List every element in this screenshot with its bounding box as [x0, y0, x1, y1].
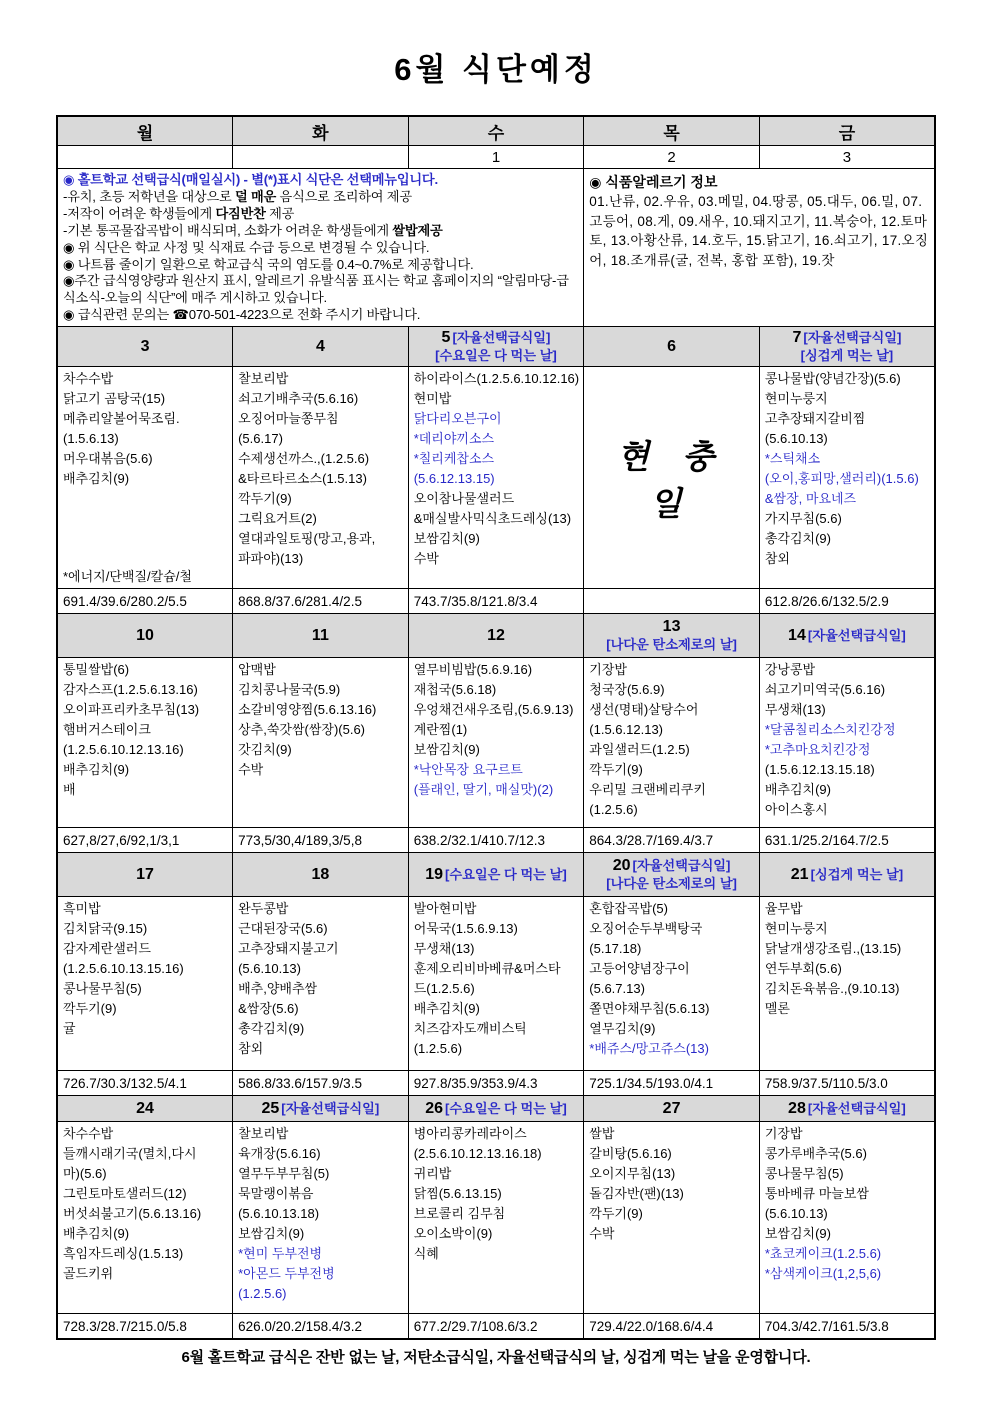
nutrition-cell-25: 626.0/20.2/158.4/3.2	[233, 1314, 409, 1340]
menu-item: 아이스홍시	[764, 802, 828, 818]
date-number-11: 11	[311, 626, 329, 644]
menu-cell-26	[408, 1122, 584, 1314]
menu-item: 어묵국(1.5.6.9.13)	[413, 921, 518, 937]
menu-item: 강낭콩밥	[764, 662, 816, 678]
first-week-date-row	[57, 146, 935, 169]
menu-item: 콩가루배추국(5.6)	[764, 1146, 867, 1162]
nutrition-cell-27: 729.4/22.0/168.6/4.4	[584, 1314, 760, 1340]
menu-item: 식혜	[413, 1246, 439, 1262]
notice-line-2: -저작이 어려운 학생들에게 다짐반찬 제공	[63, 205, 295, 221]
menu-item: 깍두기(9)	[589, 762, 643, 778]
menu-calendar-body	[57, 116, 935, 1339]
menu-item: 김치닭국(9.15)	[63, 921, 148, 937]
menu-item: 고추장돼지갈비찜	[764, 411, 866, 427]
date-label: [수요일은 다 먹는 날]	[445, 866, 567, 882]
nutrition-cell-12: 638.2/32.1/410.7/12.3	[408, 828, 584, 853]
menu-item: 오이파프리카초무침(13)	[63, 702, 200, 718]
menu-item: &매실발사믹식초드레싱(13)	[413, 511, 572, 527]
date-number-17: 17	[136, 865, 154, 883]
nutrition-cell-11: 773,5/30,4/189,3/5,8	[233, 828, 409, 853]
menu-item: 육개장(5.6.16)	[238, 1146, 321, 1162]
date-cell-2: 2	[584, 146, 760, 169]
day-header-cell-2: 수	[408, 116, 584, 146]
menu-item: 무생채(13)	[413, 941, 475, 957]
nutrition-cell-19: 927.8/35.9/353.9/4.3	[408, 1071, 584, 1096]
nutrition-cell-5: 743.7/35.8/121.8/3.4	[408, 589, 584, 614]
menu-item: 통밀쌀밥(6)	[63, 662, 130, 678]
menu-cell-24	[57, 1122, 233, 1314]
menu-item: 계란찜(1)	[413, 722, 468, 738]
menu-item: 그릭요거트(2)	[238, 511, 317, 527]
notice-line-5: ◉ 나트륨 줄이기 일환으로 학교급식 국의 염도를 0.4~0.7%로 제공합니다.	[63, 256, 474, 272]
menu-item: 갈비탕(5.6.16)	[589, 1146, 672, 1162]
menu-item: &타르타르소스(1.5.13)	[238, 471, 367, 487]
nutrition-cell-17: 726.7/30.3/132.5/4.1	[57, 1071, 233, 1096]
date-label: [자율선택급식일]	[632, 858, 731, 874]
nutrition-cell-3: 691.4/39.6/280.2/5.5	[57, 589, 233, 614]
menu-item: 쇠고기미역국(5.6.16)	[764, 682, 886, 698]
menu-item: 찰보리밥	[238, 371, 289, 387]
menu-item: 김치콩나물국(5.9)	[238, 682, 341, 698]
date-number-19: 19	[425, 865, 444, 883]
date-label: [자율선택급식일]	[807, 1100, 906, 1116]
date-number-10: 10	[136, 626, 154, 644]
menu-item: 깍두기(9)	[63, 1001, 117, 1017]
menu-item: 오이참나물샐러드	[413, 491, 515, 507]
date-number-24: 24	[136, 1099, 154, 1117]
week-date-cell-19	[408, 853, 584, 897]
date-number-27: 27	[662, 1099, 681, 1117]
menu-item: *아몬드 두부전병	[238, 1266, 335, 1282]
menu-cell-18	[233, 897, 409, 1071]
menu-item: 생선(명태)살탕수어	[589, 702, 699, 718]
notice-line-7: ◉ 급식관련 문의는 ☎070-501-4223으로 전화 주시기 바랍니다.	[63, 307, 421, 323]
menu-item: *스틱채소	[764, 451, 821, 467]
date-number-14: 14	[788, 626, 806, 644]
nutrition-cell-6	[584, 589, 760, 614]
date-number-26: 26	[425, 1099, 444, 1117]
menu-cell-7	[759, 367, 935, 589]
week-date-cell-27	[584, 1096, 760, 1122]
week-date-cell-12	[408, 614, 584, 658]
day-header-cell-0: 월	[57, 116, 233, 146]
menu-item: 상추,쑥갓쌈(쌈장)(5.6)	[238, 722, 365, 738]
day-header-cell-1: 화	[233, 116, 409, 146]
date-cell-1: 1	[408, 146, 584, 169]
allergy-info-body: 01.난류, 02.우유, 03.메밀, 04.땅콩, 05.대두, 06.밀, 07.고등어, 08.게, 09.새우, 10.돼지고기, 11.복숭아, 12.토마토, 13.아황산류, 14.호두, 15.닭고기, 16.쇠고기, 17.오징어, 18.조개류(굴, 전복, 홍합 포함), 19.잣	[589, 194, 929, 268]
menu-item: 골드키위	[63, 1266, 114, 1282]
menu-item: 닭찜(5.6.13.15)	[413, 1186, 502, 1202]
menu-item: (1.2.5.6.10.13.15.16)	[63, 961, 184, 977]
week-2-date-row	[57, 614, 935, 658]
menu-item: 갓김치(9)	[238, 742, 292, 758]
holiday-cell-6: 현 충 일	[584, 367, 760, 589]
date-label-2: [싱겁게 먹는 날]	[800, 348, 894, 364]
week-date-cell-28	[759, 1096, 935, 1122]
date-number-20: 20	[612, 857, 631, 875]
week-date-cell-25	[233, 1096, 409, 1122]
week-1-nutrition-row	[57, 589, 935, 614]
week-date-cell-24	[57, 1096, 233, 1122]
info-row	[57, 169, 935, 327]
menu-cell-11	[233, 658, 409, 828]
menu-item: 귀리밥	[413, 1166, 452, 1182]
menu-item: 닭날개생강조림.,(13.15)	[764, 941, 902, 957]
menu-item: 오이지무침(13)	[589, 1166, 676, 1182]
week-date-cell-21	[759, 853, 935, 897]
menu-item: 압맥밥	[238, 662, 276, 678]
menu-item: 닭다리오븐구이	[413, 411, 502, 427]
menu-item: 버섯쇠불고기(5.6.13.16)	[63, 1206, 202, 1222]
menu-cell-19	[408, 897, 584, 1071]
menu-item: (1.2.5.6.10.12.13.16)	[63, 742, 184, 758]
notice-line-4: ◉ 위 식단은 학교 사정 및 식재료 수급 등으로 변경될 수 있습니다.	[63, 239, 430, 255]
date-number-5: 5	[441, 329, 451, 347]
day-header-cell-3: 목	[584, 116, 760, 146]
menu-item: (1.5.6.12.13)	[589, 722, 663, 738]
menu-item: *데리야끼소스	[413, 431, 495, 447]
nutrition-cell-28: 704.3/42.7/161.5/3.8	[759, 1314, 935, 1340]
menu-item: 보쌈김치(9)	[413, 531, 480, 547]
week-date-cell-10	[57, 614, 233, 658]
week-date-cell-11	[233, 614, 409, 658]
date-label-2: [수요일은 다 먹는 날]	[435, 348, 557, 364]
week-date-cell-13	[584, 614, 760, 658]
week-4-nutrition-row	[57, 1314, 935, 1340]
menu-item: 참외	[238, 1041, 264, 1057]
notice-line-3: -기본 통곡물잡곡밥이 배식되며, 소화가 어려운 학생들에게 쌀밥제공	[63, 222, 443, 238]
menu-item: 드(1.2.5.6)	[413, 981, 475, 997]
menu-item: 파파야)(13)	[238, 551, 304, 567]
date-label: [싱겁게 먹는 날]	[810, 866, 904, 882]
menu-item: 현미밥	[413, 391, 452, 407]
menu-item: 배추,양배추쌈	[238, 981, 318, 997]
menu-item: 멜론	[764, 1001, 790, 1017]
menu-item: 차수수밥	[63, 1126, 114, 1142]
menu-item: 열무김치(9)	[589, 1021, 656, 1037]
week-date-cell-6	[584, 327, 760, 367]
nutrient-legend-note: *에너지/단백질/칼슘/철	[63, 569, 192, 585]
date-label: [나다운 탄소제로의 날]	[606, 637, 737, 653]
menu-calendar-table	[56, 115, 936, 1340]
menu-item: 들깨시래기국(멸치,다시	[63, 1146, 197, 1162]
menu-item: 기장밥	[764, 1126, 803, 1142]
date-cell-3: 3	[759, 146, 935, 169]
menu-item: 병아리콩카레라이스	[413, 1126, 527, 1142]
week-3-nutrition-row	[57, 1071, 935, 1096]
menu-item: 감자계란샐러드	[63, 941, 151, 957]
nutrition-cell-10: 627,8/27,6/92,1/3,1	[57, 828, 233, 853]
menu-item: (5.6.10.13)	[764, 1206, 828, 1222]
date-number-12: 12	[487, 626, 505, 644]
date-number-21: 21	[790, 865, 809, 883]
nutrition-cell-24: 728.3/28.7/215.0/5.8	[57, 1314, 233, 1340]
menu-item: 수제생선까스.,(1.2.5.6)	[238, 451, 370, 467]
week-2-menu-row	[57, 658, 935, 828]
menu-item: 찰보리밥	[238, 1126, 289, 1142]
date-label: [자율선택급식일]	[803, 330, 902, 346]
menu-item: 메츄리알볼어묵조림.	[63, 411, 180, 427]
menu-cell-3	[57, 367, 233, 589]
menu-item: 율무밥	[764, 901, 803, 917]
date-number-4: 4	[315, 337, 325, 355]
week-1-date-row	[57, 327, 935, 367]
menu-item: 콩나물밥(양념간장)(5.6)	[764, 371, 901, 387]
date-cell-empty-0	[57, 146, 233, 169]
menu-item: 열무두부무침(5)	[238, 1166, 330, 1182]
notice-box	[57, 169, 584, 327]
menu-item: (1.5.6.12.13.15.18)	[764, 762, 875, 778]
menu-item: 배추김치(9)	[63, 1226, 130, 1242]
day-header-cell-4: 금	[759, 116, 935, 146]
day-header-row	[57, 116, 935, 146]
menu-item: 흑미밥	[63, 901, 101, 917]
menu-item: *칠리케찹소스	[413, 451, 495, 467]
menu-item: 머우대볶음(5.6)	[63, 451, 153, 467]
notice-line-0: ◉ 홀트학교 선택급식(매일실시) - 별(*)표시 식단은 선택메뉴입니다.	[63, 172, 438, 187]
menu-item: 혼합잡곡밥(5)	[589, 901, 668, 917]
date-number-6: 6	[667, 337, 677, 355]
week-date-cell-14	[759, 614, 935, 658]
footer-note: 6월 홀트학교 급식은 잔반 없는 날, 저탄소급식일, 자율선택급식의 날, 싱겁게 먹는 날을 운영합니다.	[181, 1349, 811, 1367]
menu-item: &쌈장(5.6)	[238, 1001, 299, 1017]
nutrition-cell-4: 868.8/37.6/281.4/2.5	[233, 589, 409, 614]
menu-item: (플래인, 딸기, 매실맛)(2)	[413, 782, 554, 798]
allergy-info-title: ◉ 식품알레르기 정보	[589, 174, 718, 190]
menu-item: 흑임자드레싱(1.5.13)	[63, 1246, 184, 1262]
menu-item: 수박	[589, 1226, 615, 1242]
week-date-cell-18	[233, 853, 409, 897]
menu-item: (5.6.10.13)	[238, 961, 301, 977]
week-date-cell-20	[584, 853, 760, 897]
menu-item: 현미누룽지	[764, 921, 828, 937]
nutrition-cell-7: 612.8/26.6/132.5/2.9	[759, 589, 935, 614]
menu-item: 배추김치(9)	[63, 471, 130, 487]
menu-item: *달콤칠리소스치킨강정	[764, 722, 896, 738]
allergy-box	[584, 169, 935, 327]
menu-item: 열무비빔밥(5.6.9.16)	[413, 662, 533, 678]
menu-item: 오징어순두부백탕국	[589, 921, 703, 937]
week-1-menu-row	[57, 367, 935, 589]
date-number-13: 13	[662, 618, 681, 636]
week-date-cell-7	[759, 327, 935, 367]
menu-item: 재첩국(5.6.18)	[413, 682, 497, 698]
menu-item: 배추김치(9)	[764, 782, 831, 798]
menu-item: *고추마요치킨강정	[764, 742, 871, 758]
menu-item: *낙안목장 요구르트	[413, 762, 523, 778]
notice-line-1: -유치, 초등 저학년을 대상으로 덜 매운 음식으로 조리하여 제공	[63, 188, 412, 204]
date-label: [수요일은 다 먹는 날]	[445, 1100, 567, 1116]
menu-item: (1.2.5.6)	[413, 1041, 463, 1057]
menu-item: *현미 두부전병	[238, 1246, 323, 1262]
date-label: [자율선택급식일]	[281, 1100, 380, 1116]
menu-item: 쫄면야채무침(5.6.13)	[589, 1001, 710, 1017]
menu-item: (5.6.12.13.15)	[413, 471, 495, 487]
menu-item: 보쌈김치(9)	[413, 742, 480, 758]
week-4-date-row	[57, 1096, 935, 1122]
menu-item: 무생채(13)	[764, 702, 826, 718]
menu-item: 완두콩밥	[238, 901, 289, 917]
menu-item: *배쥬스/망고쥬스(13)	[589, 1041, 709, 1057]
menu-item: 소갈비영양찜(5.6.13.16)	[238, 702, 377, 718]
menu-item: 발아현미밥	[413, 901, 477, 917]
menu-item: (1.2.5.6)	[589, 802, 638, 818]
date-number-28: 28	[788, 1099, 806, 1117]
menu-item: 차수수밥	[63, 371, 114, 387]
menu-item: (1.2.5.6)	[238, 1286, 287, 1302]
menu-item: 콩나물무침(5)	[764, 1166, 844, 1182]
week-3-date-row	[57, 853, 935, 897]
menu-item: 배추김치(9)	[413, 1001, 480, 1017]
menu-item: 청국장(5.6.9)	[589, 682, 665, 698]
menu-item: 쌀밥	[589, 1126, 615, 1142]
menu-item: *삼색케이크(1,2,5,6)	[764, 1266, 882, 1282]
menu-item: 김치돈육볶음.,(9.10.13)	[764, 981, 900, 997]
menu-item: &쌈장, 마요네즈	[764, 491, 857, 507]
menu-item: 통바베큐 마늘보쌈	[764, 1186, 869, 1202]
menu-item: 현미누룽지	[764, 391, 828, 407]
menu-item: (5.6.10.13)	[764, 431, 828, 447]
menu-item: (5.6.17)	[238, 431, 283, 447]
week-date-cell-4	[233, 327, 409, 367]
nutrition-cell-18: 586.8/33.6/157.9/3.5	[233, 1071, 409, 1096]
week-3-menu-row	[57, 897, 935, 1071]
nutrition-cell-14: 631.1/25.2/164.7/2.5	[759, 828, 935, 853]
menu-item: (2.5.6.10.12.13.16.18)	[413, 1146, 542, 1162]
menu-item: 마)(5.6)	[63, 1166, 107, 1182]
date-label-2: [나다운 탄소제로의 날]	[606, 876, 737, 892]
menu-item: 귤	[63, 1021, 76, 1037]
week-date-cell-3	[57, 327, 233, 367]
menu-item: 고추장돼지불고기	[238, 941, 339, 957]
menu-item: 그린토마토샐러드(12)	[63, 1186, 187, 1202]
menu-item: 수박	[238, 762, 264, 778]
menu-cell-10	[57, 658, 233, 828]
menu-item: 총각김치(9)	[764, 531, 831, 547]
menu-item: (5.6.10.13.18)	[238, 1206, 320, 1222]
menu-item: 치즈감자도깨비스틱	[413, 1021, 527, 1037]
date-cell-empty-1	[233, 146, 409, 169]
menu-cell-25	[233, 1122, 409, 1314]
menu-item: (5.17.18)	[589, 941, 642, 957]
week-date-cell-5	[408, 327, 584, 367]
menu-cell-20	[584, 897, 760, 1071]
menu-item: 우리밀 크랜베리쿠키	[589, 782, 706, 798]
menu-cell-17	[57, 897, 233, 1071]
week-date-cell-26	[408, 1096, 584, 1122]
date-label: [자율선택급식일]	[452, 330, 551, 346]
menu-item: 가지무침(5.6)	[764, 511, 842, 527]
menu-cell-12	[408, 658, 584, 828]
menu-item: 돌김자반(팬)(13)	[589, 1186, 684, 1202]
menu-item: 총각김치(9)	[238, 1021, 305, 1037]
menu-item: 과일샐러드(1.2.5)	[589, 742, 690, 758]
nutrition-cell-13: 864.3/28.7/169.4/3.7	[584, 828, 760, 853]
date-number-3: 3	[140, 337, 150, 355]
menu-item: 하이라이스(1.2.5.6.10.12.16)	[413, 371, 580, 387]
nutrition-cell-21: 758.9/37.5/110.5/3.0	[759, 1071, 935, 1096]
nutrition-cell-20: 725.1/34.5/193.0/4.1	[584, 1071, 760, 1096]
menu-cell-27	[584, 1122, 760, 1314]
menu-item: 햄버거스테이크	[63, 722, 151, 738]
menu-item: (5.6.7.13)	[589, 981, 645, 997]
nutrition-cell-26: 677.2/29.7/108.6/3.2	[408, 1314, 584, 1340]
menu-item: 기장밥	[589, 662, 627, 678]
menu-item: 콩나물무침(5)	[63, 981, 142, 997]
menu-item: 고등어양념장구이	[589, 961, 690, 977]
date-number-7: 7	[792, 329, 802, 347]
menu-item: (오이,홍피망,샐러리)(1.5.6)	[764, 471, 919, 487]
menu-item: 깍두기(9)	[238, 491, 292, 507]
menu-cell-5	[408, 367, 584, 589]
menu-item: 오이소박이(9)	[413, 1226, 493, 1242]
week-4-menu-row	[57, 1122, 935, 1314]
menu-item: 참외	[764, 551, 790, 567]
menu-item: 배추김치(9)	[63, 762, 130, 778]
week-2-nutrition-row	[57, 828, 935, 853]
menu-item: 훈제오리비바베큐&머스타	[413, 961, 561, 977]
date-number-18: 18	[311, 865, 330, 883]
menu-item: 배	[63, 782, 76, 798]
menu-item: 우엉채건새우조림,(5.6.9.13)	[413, 702, 574, 718]
menu-cell-21	[759, 897, 935, 1071]
menu-cell-13	[584, 658, 760, 828]
menu-item: 브로콜리 김무침	[413, 1206, 506, 1222]
menu-item: *쵸코케이크(1.2.5.6)	[764, 1246, 882, 1262]
menu-item: 오징어마늘쫑무침	[238, 411, 339, 427]
menu-item: 닭고기 곰탕국(15)	[63, 391, 166, 407]
menu-item: 묵말랭이볶음	[238, 1186, 314, 1202]
menu-item: (1.5.6.13)	[63, 431, 119, 447]
menu-item: 열대과일토핑(망고,용과,	[238, 531, 376, 547]
menu-item: 깍두기(9)	[589, 1206, 643, 1222]
menu-item: 보쌈김치(9)	[238, 1226, 305, 1242]
menu-item: 쇠고기배추국(5.6.16)	[238, 391, 359, 407]
page-title: 6월 식단예정	[394, 52, 598, 87]
notice-line-6: ◉주간 급식영양량과 원산지 표시, 알레르기 유발식품 표시는 학교 홈페이지의 “알림마당-급식소식-오늘의 식단”에 매주 게시하고 있습니다.	[63, 273, 569, 306]
week-date-cell-17	[57, 853, 233, 897]
menu-item: 감자스프(1.2.5.6.13.16)	[63, 682, 198, 698]
menu-item: 연두부회(5.6)	[764, 961, 842, 977]
date-number-25: 25	[261, 1099, 280, 1117]
date-label: [자율선택급식일]	[807, 627, 906, 643]
menu-cell-28	[759, 1122, 935, 1314]
menu-item: 수박	[413, 551, 439, 567]
menu-cell-4	[233, 367, 409, 589]
menu-item: 근대된장국(5.6)	[238, 921, 328, 937]
menu-cell-14	[759, 658, 935, 828]
menu-item: 보쌈김치(9)	[764, 1226, 831, 1242]
